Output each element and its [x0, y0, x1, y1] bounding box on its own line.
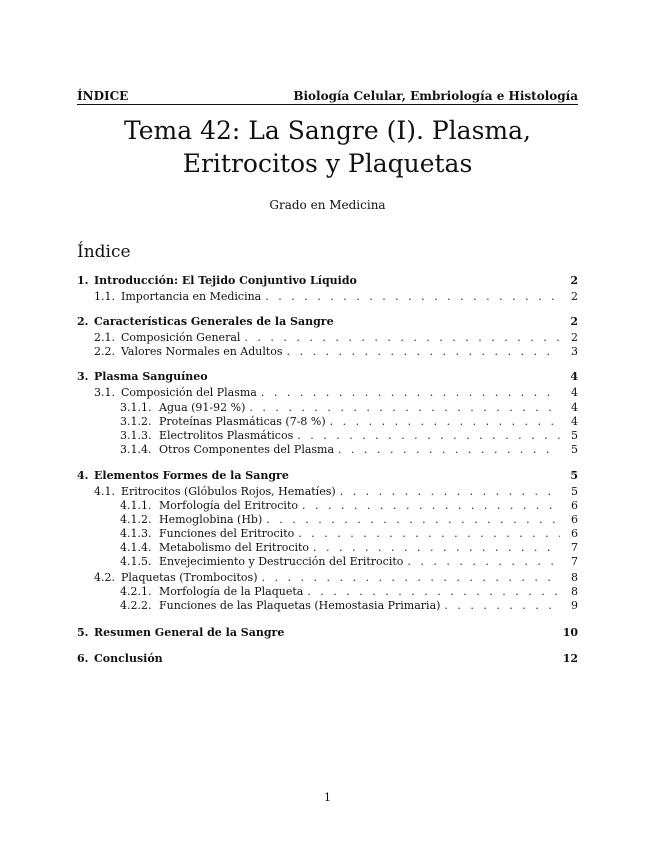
toc-dot-leader [440, 599, 560, 613]
toc-entry-page: 5 [571, 485, 578, 498]
toc-entry[interactable] [77, 315, 578, 329]
toc-dot-leader [257, 386, 560, 400]
toc-entry[interactable] [77, 541, 578, 555]
toc-entry-title: Morfología de la Plaqueta [159, 585, 304, 598]
toc-entry[interactable] [77, 290, 578, 304]
toc-entry-title: Características Generales de la Sangre [94, 315, 334, 328]
toc-entry-page: 2 [571, 290, 578, 303]
toc-entry-page: 6 [571, 513, 578, 526]
toc-entry-number: 3. [77, 370, 89, 383]
toc-entry-number: 2.2. [94, 345, 115, 358]
toc-dot-leader [240, 331, 560, 345]
toc-entry[interactable] [77, 499, 578, 513]
toc-entry-title: Envejecimiento y Destrucción del Eritrocito [159, 555, 404, 568]
toc-entry-number: 4.1.2. [120, 513, 152, 526]
toc-entry[interactable] [77, 571, 578, 585]
toc-entry-page: 3 [571, 345, 578, 358]
toc-entry-title: Electrolitos Plasmáticos [159, 429, 294, 442]
toc-entry-number: 1.1. [94, 290, 115, 303]
toc-entry-page: 8 [571, 571, 578, 584]
toc-entry[interactable] [77, 345, 578, 359]
title-line-2: Eritrocitos y Plaquetas [182, 149, 473, 178]
toc-dot-leader [261, 290, 560, 304]
toc-entry-number: 3.1.2. [120, 415, 152, 428]
toc-entry-number: 1. [77, 274, 89, 287]
toc-entry-title: Introducción: El Tejido Conjuntivo Líquido [94, 274, 357, 287]
toc-entry-title: Plaquetas (Trombocitos) [121, 571, 258, 584]
toc-dot-leader [258, 571, 561, 585]
toc-entry-page: 4 [571, 401, 578, 414]
toc-entry-title: Funciones de las Plaquetas (Hemostasia Primaria) [159, 599, 441, 612]
toc-entry-number: 3.1. [94, 386, 115, 399]
document-subtitle: Grado en Medicina [269, 198, 386, 212]
toc-entry-page: 2 [570, 274, 578, 287]
toc-entry[interactable] [77, 469, 578, 483]
toc-entry-page: 6 [571, 527, 578, 540]
toc-entry[interactable] [77, 626, 578, 640]
page-number: 1 [324, 791, 331, 804]
toc-entry-title: Composición del Plasma [121, 386, 257, 399]
toc-entry-page: 2 [571, 331, 578, 344]
toc-entry-page: 5 [571, 443, 578, 456]
header-section-title: ÍNDICE [77, 89, 129, 103]
toc-entry-number: 2. [77, 315, 89, 328]
toc-dot-leader [293, 429, 560, 443]
toc-entry-number: 2.1. [94, 331, 115, 344]
toc-dot-leader [326, 415, 560, 429]
toc-entry-title: Valores Normales en Adultos [121, 345, 283, 358]
toc-entry-title: Funciones del Eritrocito [159, 527, 295, 540]
toc-entry-number: 3.1.1. [120, 401, 152, 414]
toc-entry-number: 4.1.3. [120, 527, 152, 540]
toc-entry-page: 6 [571, 499, 578, 512]
toc-dot-leader [298, 499, 560, 513]
toc-entry-title: Eritrocitos (Glóbulos Rojos, Hematíes) [121, 485, 336, 498]
toc-heading: Índice [77, 242, 131, 262]
toc-dot-leader [294, 527, 560, 541]
toc-entry-title: Resumen General de la Sangre [94, 626, 285, 639]
toc-entry-number: 4.1.5. [120, 555, 152, 568]
toc-entry-number: 4.1.4. [120, 541, 152, 554]
toc-dot-leader [245, 401, 560, 415]
toc-entry[interactable] [77, 386, 578, 400]
toc-entry-number: 3.1.3. [120, 429, 152, 442]
toc-entry-title: Hemoglobina (Hb) [159, 513, 263, 526]
toc-entry[interactable] [77, 415, 578, 429]
header-course-title: Biología Celular, Embriología e Histología [293, 89, 578, 103]
toc-entry[interactable] [77, 274, 578, 288]
toc-entry-number: 4.1.1. [120, 499, 152, 512]
toc-entry-title: Conclusión [94, 652, 163, 665]
toc-entry[interactable] [77, 401, 578, 415]
toc-entry-title: Importancia en Medicina [121, 290, 262, 303]
toc-entry[interactable] [77, 429, 578, 443]
toc-entry-title: Plasma Sanguíneo [94, 370, 208, 383]
toc-entry[interactable] [77, 485, 578, 499]
toc-entry-page: 7 [571, 555, 578, 568]
toc-dot-leader [283, 345, 560, 359]
toc-entry-page: 9 [571, 599, 578, 612]
toc-dot-leader [309, 541, 560, 555]
toc-entry[interactable] [77, 555, 578, 569]
toc-entry-page: 7 [571, 541, 578, 554]
toc-entry[interactable] [77, 443, 578, 457]
toc-dot-leader [262, 513, 560, 527]
toc-entry-number: 4.2. [94, 571, 115, 584]
title-line-1: Tema 42: La Sangre (I). Plasma, [124, 116, 531, 145]
toc-entry[interactable] [77, 527, 578, 541]
toc-entry-title: Composición General [121, 331, 241, 344]
toc-entry-title: Proteínas Plasmáticas (7-8 %) [159, 415, 326, 428]
toc-entry-number: 3.1.4. [120, 443, 152, 456]
toc-entry-page: 5 [570, 469, 578, 482]
table-of-contents [77, 0, 578, 848]
toc-entry[interactable] [77, 652, 578, 666]
toc-entry-page: 12 [562, 652, 578, 665]
toc-entry-number: 4. [77, 469, 89, 482]
toc-entry-page: 8 [571, 585, 578, 598]
toc-entry-page: 5 [571, 429, 578, 442]
toc-entry-page: 4 [570, 370, 578, 383]
toc-dot-leader [303, 585, 560, 599]
toc-entry[interactable] [77, 370, 578, 384]
toc-entry[interactable] [77, 513, 578, 527]
toc-entry-page: 4 [571, 386, 578, 399]
toc-entry-page: 2 [570, 315, 578, 328]
toc-entry-number: 4.1. [94, 485, 115, 498]
toc-entry-title: Morfología del Eritrocito [159, 499, 298, 512]
toc-entry[interactable] [77, 585, 578, 599]
toc-entry-number: 5. [77, 626, 89, 639]
toc-dot-leader [336, 485, 560, 499]
toc-entry-title: Elementos Formes de la Sangre [94, 469, 289, 482]
toc-dot-leader [403, 555, 560, 569]
toc-entry-page: 4 [571, 415, 578, 428]
toc-dot-leader [334, 443, 560, 457]
toc-entry-page: 10 [562, 626, 578, 639]
toc-entry-title: Otros Componentes del Plasma [159, 443, 335, 456]
toc-entry-title: Metabolismo del Eritrocito [159, 541, 310, 554]
toc-entry-number: 4.2.2. [120, 599, 152, 612]
toc-entry[interactable] [77, 331, 578, 345]
toc-entry-title: Agua (91-92 %) [159, 401, 246, 414]
toc-entry[interactable] [77, 599, 578, 613]
toc-entry-number: 4.2.1. [120, 585, 152, 598]
toc-entry-number: 6. [77, 652, 89, 665]
